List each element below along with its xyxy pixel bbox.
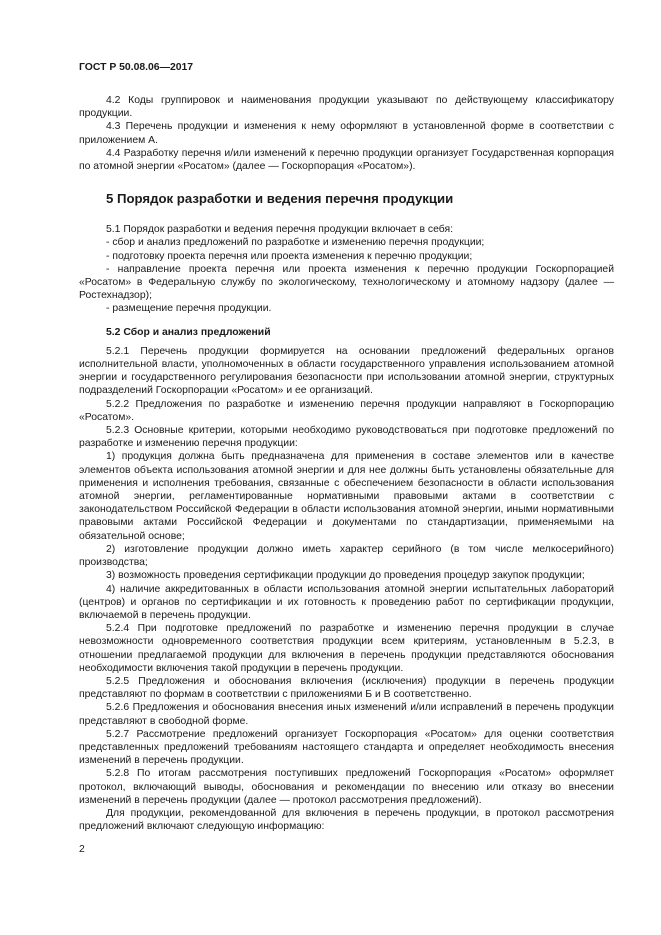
- criteria-item-1: 1) продукция должна быть предназначена для применения в составе элементов или в качестве элементов объекта использования атомной энергии и для нее должны быть установлены обязательные для применения и исполнения требования, связанные с обеспечением безопасности в области использования атомной энергии, регламентированные нормативными правовыми актами в соответствии с законодательством Российской Федерации в области использования атомной энергии, иными нормативными правовыми актами Российской Федерации и документами по стандартизации, применяемыми на обязательной основе;: [79, 451, 614, 542]
- section-5-2-title: 5.2 Сбор и анализ предложений: [106, 326, 271, 338]
- list-item: - размещение перечня продукции.: [106, 303, 272, 315]
- section-5-title: 5 Порядок разработки и ведения перечня продукции: [106, 191, 454, 207]
- paragraph-5-1: 5.1 Порядок разработки и ведения перечня продукции включает в себя:: [106, 224, 454, 236]
- paragraph-4-2: 4.2 Коды группировок и наименования продукции указывают по действующему классификатору продукции.: [79, 95, 614, 120]
- criteria-item-4: 4) наличие аккредитованных в области использования атомной энергии испытательных лабораторий (центров) и органов по сертификации и их готовность к проведению работ по сертификации продукции, включаемой в перечень продукции.: [79, 583, 614, 621]
- page-number: 2: [79, 844, 85, 855]
- paragraph-5-2-2: 5.2.2 Предложения по разработке и изменению перечня продукции направляют в Госкорпорацию «Росатом».: [79, 398, 614, 423]
- paragraph-5-2-8: 5.2.8 По итогам рассмотрения поступивших предложений Госкорпорация «Росатом» оформляет протокол, включающий выводы, обоснования и рекомендации по внесению или отказу во внесении изменений в перечень продукции (далее — протокол рассмотрения предложений).: [79, 768, 614, 806]
- paragraph-protocol-info: Для продукции, рекомендованной для включения в перечень продукции, в протокол рассмотрения предложений включают следующую информацию:: [79, 807, 614, 833]
- document-header: ГОСТ Р 50.08.06—2017: [79, 62, 194, 73]
- paragraph-5-2-4: 5.2.4 При подготовке предложений по разработке и изменению перечня продукции в случае невозможности одновременного соответствия продукции всем критериям, установленным в 5.2.3, в отношении предлагаемой продукции для включения в перечень продукции представляются обоснования необходимости включения такой продукции в перечень продукции.: [79, 623, 614, 674]
- paragraph-4-4: 4.4 Разработку перечня и/или изменений к перечню продукции организует Государственная корпорация по атомной энергии «Росатом» (далее — Госкорпорация «Росатом»).: [79, 147, 614, 173]
- document-body: [79, 94, 614, 833]
- paragraph-5-2-1: 5.2.1 Перечень продукции формируется на основании предложений федеральных органов исполнительной власти, уполномоченных в области государственного управления использованием атомной энергии и государственного регулирования безопасности при использовании атомной энергии, структурных подразделений Госкорпорации «Росатом» и ее организаций.: [79, 345, 614, 397]
- paragraph-5-2-3: 5.2.3 Основные критерии, которыми необходимо руководствоваться при подготовке предложений по разработке и изменению перечня продукции:: [79, 425, 614, 450]
- list-item: - подготовку проекта перечня или проекта изменения к перечню продукции;: [106, 250, 473, 262]
- paragraph-5-2-5: 5.2.5 Предложения и обоснования включения (исключения) продукции в перечень продукции представляют по формам в соответствии с приложениями Б и В соответственно.: [79, 675, 614, 701]
- paragraph-5-2-6: 5.2.6 Предложения и обоснования внесения иных изменений и/или исправлений в перечень продукции представляют в свободной форме.: [79, 702, 614, 727]
- list-item: - сбор и анализ предложений по разработке и изменению перечня продукции;: [106, 237, 485, 249]
- list-item: - направление проекта перечня или проекта изменения к перечню продукции Госкорпорацией «Росатом» в Федеральную службу по экологическому, технологическому и атомному надзору (далее — Ростехнадзор);: [79, 263, 614, 302]
- criteria-item-3: 3) возможность проведения сертификации продукции до проведения процедур закупок продукции;: [106, 570, 585, 582]
- paragraph-4-3: 4.3 Перечень продукции и изменения к нему оформляют в установленной форме в соответствии с приложением А.: [79, 121, 614, 146]
- criteria-item-2: 2) изготовление продукции должно иметь характер серийного (в том числе мелкосерийного) производства;: [79, 543, 614, 569]
- paragraph-5-2-7: 5.2.7 Рассмотрение предложений организует Госкорпорация «Росатом» для оценки соответствия представленных предложений требованиям настоящего стандарта и определяет необходимость внесения изменений в перечень продукции.: [79, 728, 614, 767]
